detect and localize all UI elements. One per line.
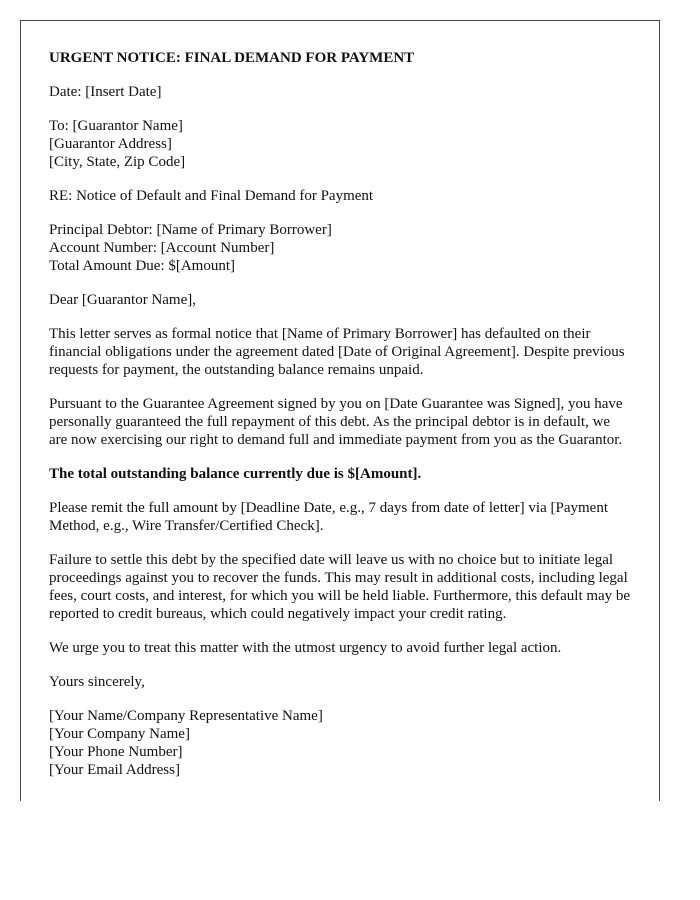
sender-phone: [Your Phone Number] [49, 744, 183, 760]
letter-date: Date: [Insert Date] [49, 84, 162, 100]
principal-debtor: Principal Debtor: [Name of Primary Borrower] [49, 222, 332, 238]
body-paragraph: Please remit the full amount by [Deadline Date, e.g., 7 days from date of letter] via [Payment Method, e.g., Wire Transfer/Certified Check]. [49, 500, 608, 534]
salutation: Dear [Guarantor Name], [49, 292, 197, 308]
closing: Yours sincerely, [49, 674, 145, 690]
subject-line: RE: Notice of Default and Final Demand for Payment [49, 188, 374, 204]
sender-email: [Your Email Address] [49, 762, 180, 778]
recipient-city: [City, State, Zip Code] [49, 154, 186, 170]
letter-title: URGENT NOTICE: FINAL DEMAND FOR PAYMENT [49, 50, 415, 66]
balance-statement-text: The total outstanding balance currently due is $[Amount]. [49, 466, 422, 482]
letter-page [20, 20, 660, 801]
recipient-block [49, 117, 631, 171]
body-paragraph: We urge you to treat this matter with the utmost urgency to avoid further legal action. [49, 640, 562, 656]
signature-block [49, 707, 631, 779]
balance-statement [49, 465, 631, 483]
total-amount-due: Total Amount Due: $[Amount] [49, 258, 236, 274]
account-number: Account Number: [Account Number] [49, 240, 275, 256]
recipient-name: To: [Guarantor Name] [49, 118, 183, 134]
body-paragraph: Pursuant to the Guarantee Agreement signed by you on [Date Guarantee was Signed], you have personally guaranteed the full repayment of this debt. As the principal debtor is in default, we are now exercising our right to demand full and immediate payment from you as the Guarantor. [49, 396, 623, 448]
sender-name: [Your Name/Company Representative Name] [49, 708, 323, 724]
sender-company: [Your Company Name] [49, 726, 190, 742]
recipient-address: [Guarantor Address] [49, 136, 172, 152]
account-block [49, 221, 631, 275]
body-paragraph: This letter serves as formal notice that [Name of Primary Borrower] has defaulted on their financial obligations under the agreement dated [Date of Original Agreement]. Despite previous requests for payment, the outstanding balance remains unpaid. [49, 326, 625, 378]
body-paragraph: Failure to settle this debt by the specified date will leave us with no choice but to initiate legal proceedings against you to recover the funds. This may result in additional costs, including legal fees, court costs, and interest, for which you will be held liable. Furthermore, this default may be reported to credit bureaus, which could negatively impact your credit rating. [49, 552, 631, 622]
